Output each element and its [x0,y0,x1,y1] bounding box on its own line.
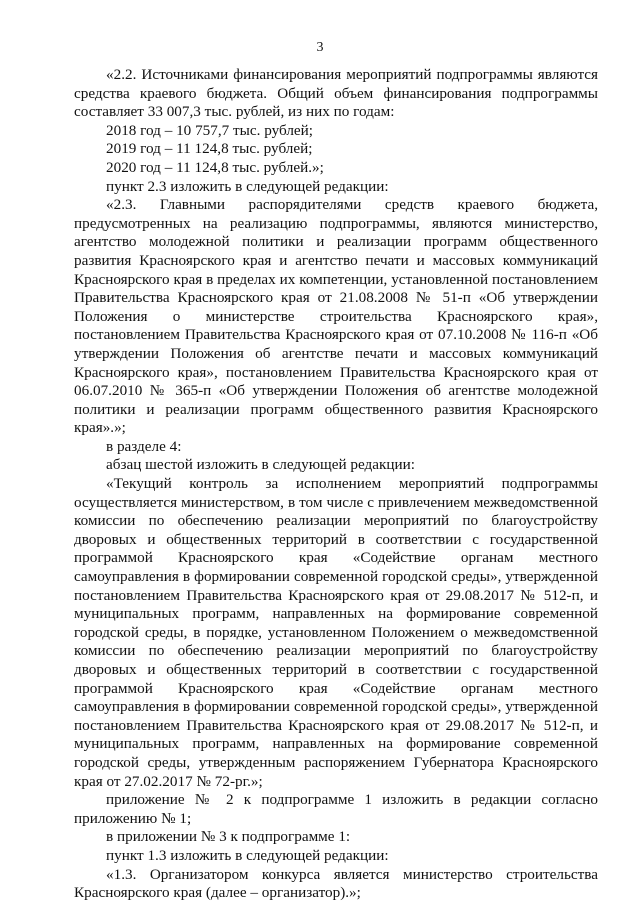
paragraph-appendix-3-intro: в приложении № 3 к подпрограмме 1: [106,828,351,846]
paragraph-appendix-2: приложение № 2 к подпрограмме 1 изложить в редакции согласно приложению № 1; [74,791,598,827]
paragraph-section-4-intro: в разделе 4: [106,437,182,455]
paragraph-amend-2-3: пункт 2.3 изложить в следующей редакции: [106,177,389,195]
paragraph-section-2-3: «2.3. Главными распорядителями средств краевого бюджета, предусмотренных на реализацию подпрограммы, являются министерство, агентство молодежной политики и реализации программ общественного развития Красноярского края и агентство печати и массовых коммуникаций Красноярского края в пределах их компетенции, установленной постановлением Правительства Красноярского края от 21.08.2008 № 51-п «Об утверждении Положения о министерстве строительства Красноярского края», постановлением Правительства Красноярского края от 07.10.2008 № 116-п «Об утверждении Положения об агентстве печати и массовых коммуникаций Красноярского края», постановлением Правительства Красноярского края от 06.07.2010 № 365-п «Об утверждении Положения об агентстве молодежной политики и реализации программ общественного развития Красноярского края».»; [74,196,598,437]
paragraph-section-1-3: «1.3. Организатором конкурса является министерство строительства Красноярского края (далее – организатор).»; [74,865,598,902]
paragraph-amend-1-3: пункт 1.3 изложить в следующей редакции: [106,846,389,864]
paragraph-amend-sixth: абзац шестой изложить в следующей редакции: [106,456,415,474]
paragraph-section-2-2: «2.2. Источниками финансирования мероприятий подпрограммы являются средства краевого бюджета. Общий объем финансирования подпрограммы составляет 33 007,3 тыс. рублей, из них по годам: [74,66,598,121]
paragraph-control: «Текущий контроль за исполнением мероприятий подпрограммы осуществляется министерством, в том числе с привлечением межведомственной комиссии по обеспечению реализации мероприятий по благоустройству дворовых и общественных территорий в соответствии с государственной программой Красноярского края «Содействие органам местного самоуправления в формировании современной городской среды», утвержденной постановлением Правительства Красноярского края от 29.08.2017 № 512-п, и муниципальных программ, направленных на формирование современной городской среды, в порядке, установленном Положением о межведомственной комиссии по обеспечению реализации мероприятий по благоустройству дворовых и общественных территорий в соответствии с государственной программой Красноярского края «Содействие органам местного самоуправления в формировании современной городской среды», утвержденной постановлением Правительства Красноярского края от 29.08.2017 № 512-п, и муниципальных программ, направленных на формирование современной городской среды, утвержденным распоряжением Губернатора Красноярского края от 27.02.2017 № 72-рг.»; [74,475,598,790]
page-number: 3 [316,40,324,55]
funding-year-2020: 2020 год – 11 124,8 тыс. рублей.»; [106,158,324,176]
funding-year-2018: 2018 год – 10 757,7 тыс. рублей; [106,121,314,139]
document-body [74,66,598,903]
funding-year-2019: 2019 год – 11 124,8 тыс. рублей; [106,140,313,158]
